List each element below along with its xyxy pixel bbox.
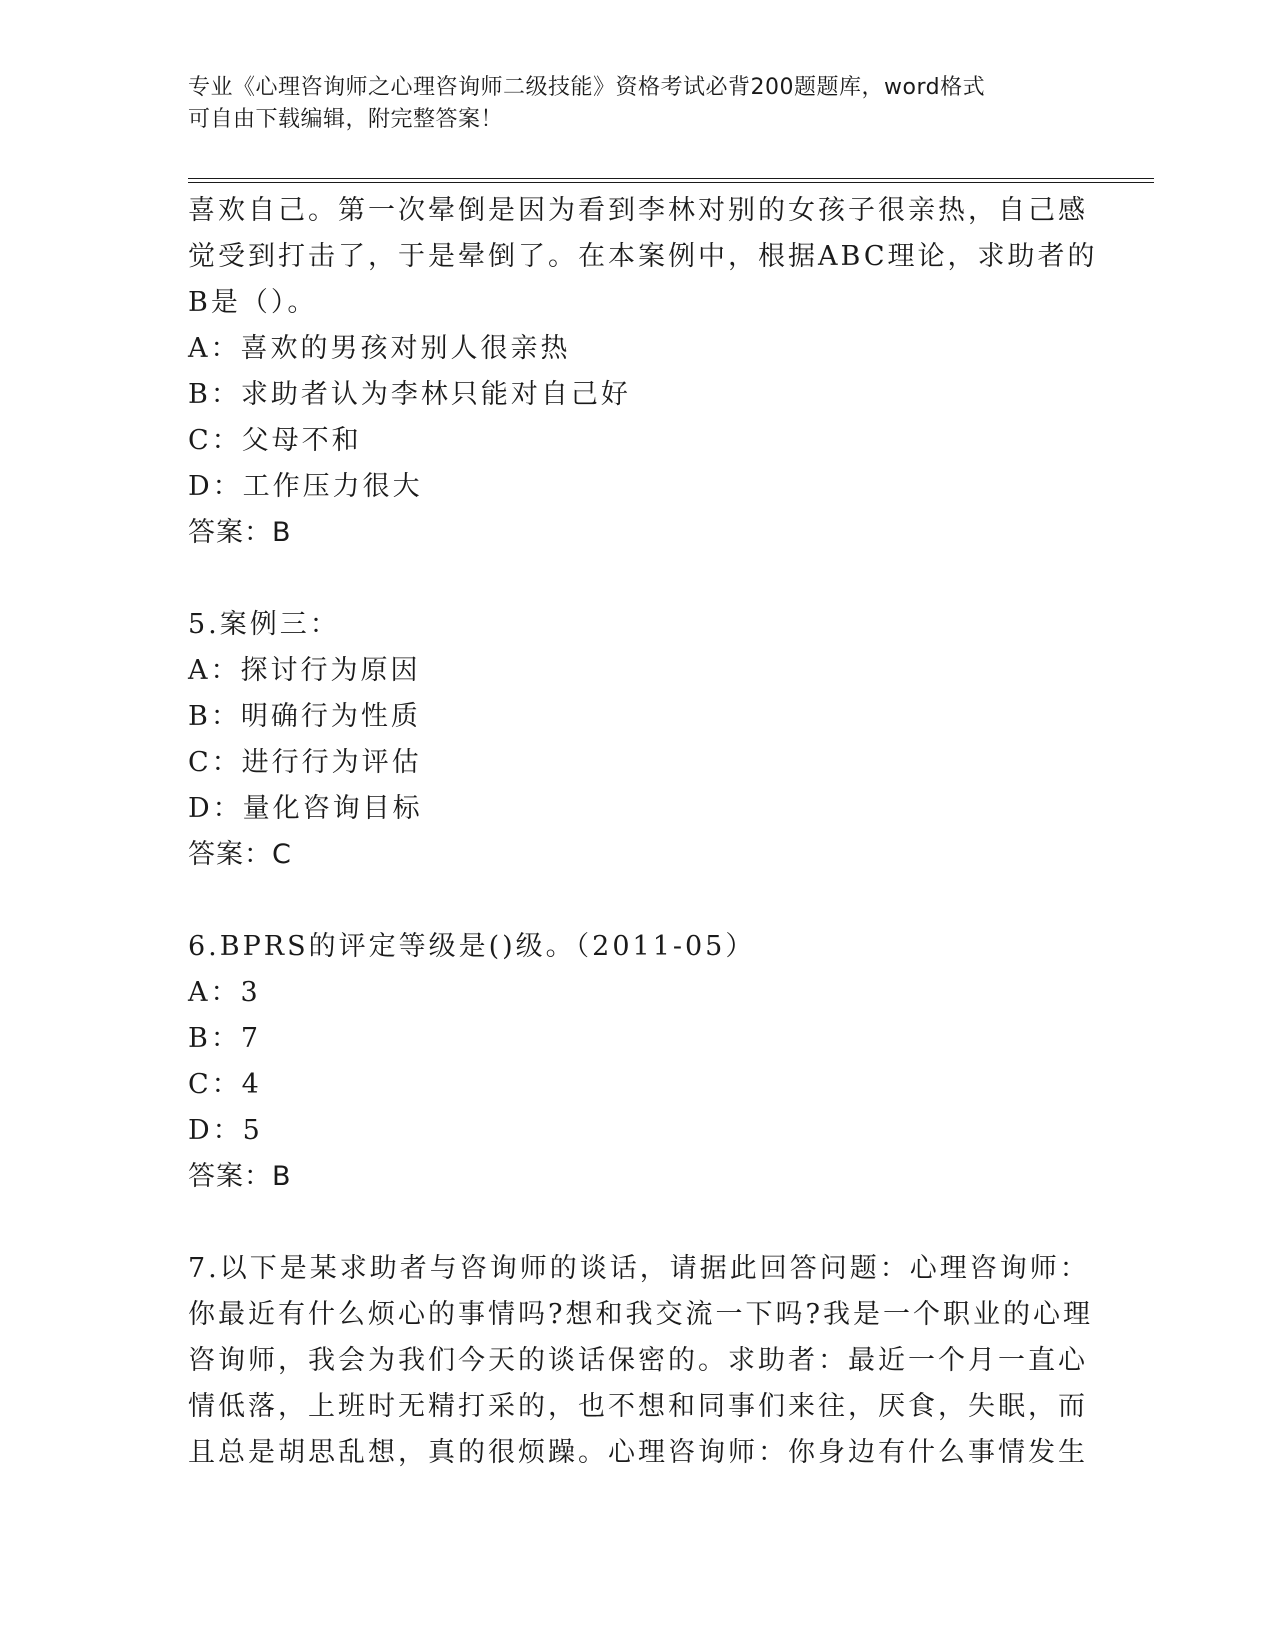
option-a: A：探讨行为原因 <box>188 655 421 686</box>
document-body <box>188 188 1098 1476</box>
question-6 <box>188 924 1068 1200</box>
question-text-line: 6.BPRS的评定等级是()级。（2011-05） <box>188 931 756 962</box>
question-text-line: 且总是胡思乱想，真的很烦躁。心理咨询师：你身边有什么事情发生 <box>188 1437 1088 1468</box>
document-header <box>188 72 1068 136</box>
option-d: D：工作压力很大 <box>188 471 423 502</box>
spacer <box>188 556 1068 602</box>
question-text-line: 7.以下是某求助者与咨询师的谈话，请据此回答问题：心理咨询师： <box>188 1253 1090 1284</box>
question-5 <box>188 602 1068 878</box>
spacer <box>188 878 1068 924</box>
option-c: C：进行行为评估 <box>188 747 422 778</box>
option-c: C：4 <box>188 1069 262 1100</box>
question-text-line: 5.案例三： <box>188 609 340 640</box>
option-d: D：量化咨询目标 <box>188 793 423 824</box>
option-d: D：5 <box>188 1115 263 1146</box>
header-line-1: 专业《心理咨询师之心理咨询师二级技能》资格考试必背200题题库，word格式 <box>188 75 986 100</box>
question-7 <box>188 1246 1093 1476</box>
option-b: B：7 <box>188 1023 262 1054</box>
answer: 答案：C <box>188 839 292 870</box>
question-text-line: 你最近有什么烦心的事情吗?想和我交流一下吗?我是一个职业的心理 <box>188 1299 1093 1330</box>
answer: 答案：B <box>188 1161 292 1192</box>
question-text-line: 咨询师，我会为我们今天的谈话保密的。求助者：最近一个月一直心 <box>188 1345 1088 1376</box>
header-divider-bottom <box>188 182 1154 183</box>
header-divider-top <box>188 178 1154 179</box>
spacer <box>188 1200 1068 1246</box>
question-text-line: B是（）。 <box>188 287 318 318</box>
question-text-line: 觉受到打击了，于是晕倒了。在本案例中，根据ABC理论，求助者的 <box>188 241 1098 272</box>
question-text-line: 喜欢自己。第一次晕倒是因为看到李林对别的女孩子很亲热，自己感 <box>188 195 1088 226</box>
option-a: A：喜欢的男孩对别人很亲热 <box>188 333 571 364</box>
option-a: A：3 <box>188 977 261 1008</box>
answer: 答案：B <box>188 517 292 548</box>
header-line-2: 可自由下载编辑，附完整答案！ <box>188 107 504 132</box>
option-c: C：父母不和 <box>188 425 362 456</box>
option-b: B：求助者认为李林只能对自己好 <box>188 379 631 410</box>
question-text-line: 情低落，上班时无精打采的，也不想和同事们来往，厌食，失眠，而 <box>188 1391 1088 1422</box>
option-b: B：明确行为性质 <box>188 701 421 732</box>
question-4-continuation <box>188 188 1098 556</box>
